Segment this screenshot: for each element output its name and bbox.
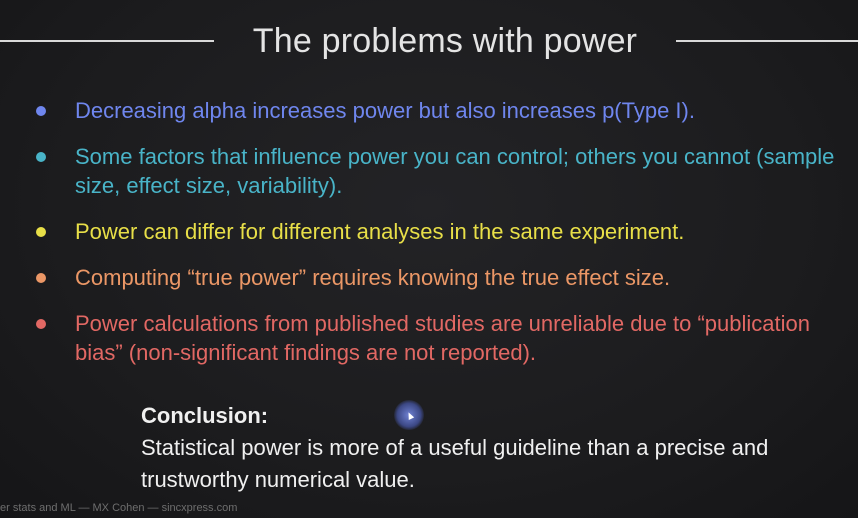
- bullet-item: [30, 142, 850, 200]
- conclusion-text: Statistical power is more of a useful guideline than a precise and trustworthy numerical value.: [141, 435, 769, 492]
- title-rule-left: [0, 40, 214, 42]
- bullet-item: [30, 309, 850, 367]
- bullet-text: Power can differ for different analyses in the same experiment.: [75, 219, 685, 244]
- bullet-list: [30, 96, 850, 384]
- conclusion-box: [141, 400, 821, 496]
- bullet-dot-icon: [36, 319, 46, 329]
- bullet-text: Computing “true power” requires knowing the true effect size.: [75, 265, 671, 290]
- bullet-item: [30, 263, 850, 292]
- bullet-text: Power calculations from published studies are unreliable due to “publication bias” (non-significant findings are not reported).: [75, 311, 810, 365]
- bullet-text: Some factors that influence power you can control; others you cannot (sample size, effect size, variability).: [75, 144, 835, 198]
- bullet-item: [30, 96, 850, 125]
- slide-title: The problems with power: [252, 22, 638, 60]
- title-rule-right: [676, 40, 858, 42]
- bullet-item: [30, 217, 850, 246]
- conclusion-heading: Conclusion:: [141, 403, 269, 428]
- slide-footer: er stats and ML — MX Cohen — sincxpress.com: [0, 502, 238, 514]
- bullet-text: Decreasing alpha increases power but also increases p(Type I).: [75, 98, 695, 123]
- title-row: [0, 18, 858, 66]
- bullet-dot-icon: [36, 106, 46, 116]
- bullet-dot-icon: [36, 273, 46, 283]
- bullet-dot-icon: [36, 227, 46, 237]
- bullet-dot-icon: [36, 152, 46, 162]
